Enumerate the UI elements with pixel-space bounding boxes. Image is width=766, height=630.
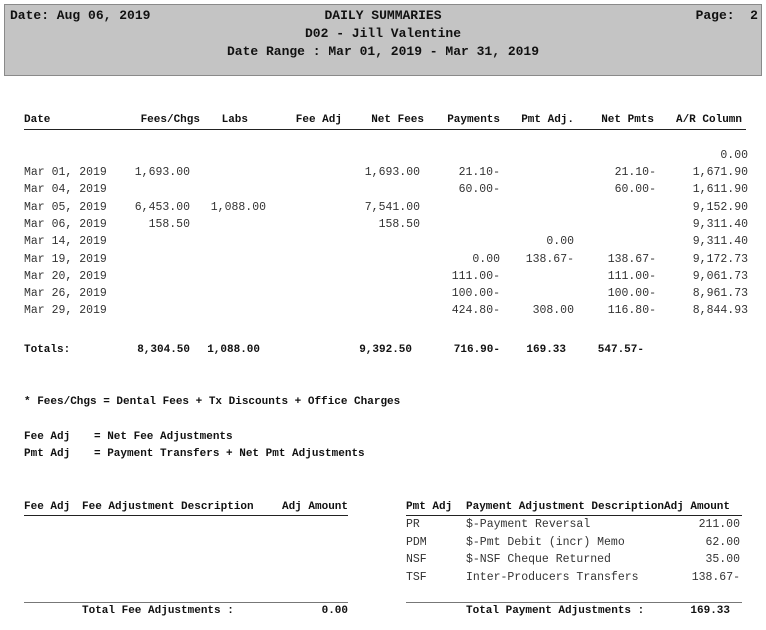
total-net-fees: 9,392.50 — [359, 344, 412, 356]
cell-payments: 21.10- — [458, 166, 500, 179]
cell-fees-chgs: 158.50 — [148, 217, 190, 231]
col-payments: Payments — [447, 114, 500, 126]
cell-ar: 8,844.93 — [692, 304, 748, 318]
pmt-adj-desc: Inter-Producers Transfers — [466, 570, 639, 584]
pmt-adj-desc: $-Pmt Debit (incr) Memo — [466, 535, 625, 549]
pmt-adj-header-rule — [406, 515, 742, 516]
col-date: Date — [24, 114, 51, 126]
cell-ar: 9,061.73 — [692, 269, 748, 283]
cell-ar: 9,152.90 — [692, 200, 748, 214]
cell-pmt-adj: 0.00 — [546, 235, 574, 249]
page-number: Page: 2 — [695, 8, 758, 23]
cell-payments: 424.80- — [451, 304, 500, 318]
pmt-adj-amount: 62.00 — [705, 535, 740, 549]
cell-ar: 1,671.90 — [692, 166, 748, 179]
pmt-adj-total-label: Total Payment Adjustments : — [466, 605, 645, 617]
cell-date: Mar 20, 2019 — [24, 269, 107, 283]
note-pmt-adj-label: Pmt Adj — [24, 448, 71, 460]
total-net-pmts: 547.57- — [597, 344, 644, 356]
cell-date: Mar 14, 2019 — [24, 235, 107, 249]
cell-net-pmts: 60.00- — [614, 183, 656, 197]
cell-date: Mar 06, 2019 — [24, 217, 107, 231]
cell-date: Mar 29, 2019 — [24, 304, 107, 318]
cell-payments: 111.00- — [451, 269, 500, 283]
cell-net-pmts: 138.67- — [607, 252, 656, 266]
pmt-adj-total-rule — [406, 602, 742, 603]
pmt-adj-code: PR — [406, 518, 420, 531]
fee-adj-total-value: 0.00 — [321, 605, 348, 617]
date-range: Date Range : Mar 01, 2019 - Mar 31, 2019 — [226, 44, 540, 59]
cell-net-fees: 7,541.00 — [364, 200, 420, 214]
cell-payments: 0.00 — [472, 252, 500, 266]
pmt-adj-code: NSF — [406, 553, 427, 566]
cell-date: Mar 19, 2019 — [24, 252, 107, 266]
cell-net-pmts: 21.10- — [614, 166, 656, 179]
cell-ar: 1,611.90 — [692, 183, 748, 197]
cell-ar: 9,311.40 — [692, 235, 748, 249]
total-labs: 1,088.00 — [207, 344, 260, 356]
fee-adj-col-desc: Fee Adjustment Description — [82, 501, 254, 513]
total-pmt-adj: 169.33 — [526, 344, 566, 356]
cell-ar: 9,172.73 — [692, 252, 748, 266]
cell-net-fees: 158.50 — [378, 217, 420, 231]
fee-adj-col-code: Fee Adj — [24, 501, 71, 513]
col-fee-adj: Fee Adj — [295, 114, 342, 126]
pmt-adj-amount: 35.00 — [705, 553, 740, 566]
report-title: DAILY SUMMARIES — [324, 8, 442, 23]
cell-net-pmts: 100.00- — [607, 287, 656, 301]
cell-ar: 8,961.73 — [692, 287, 748, 301]
totals-label: Totals: — [24, 344, 71, 356]
pmt-adj-amount: 211.00 — [698, 518, 740, 531]
pmt-adj-code: TSF — [406, 570, 427, 584]
fee-adj-total-rule — [24, 602, 348, 603]
pmt-adj-desc: $-Payment Reversal — [466, 518, 591, 531]
note-pmt-adj-def: = Payment Transfers + Net Pmt Adjustments — [94, 448, 365, 460]
col-net-pmts: Net Pmts — [601, 114, 654, 126]
note-fees-chgs: * Fees/Chgs = Dental Fees + Tx Discounts + Office Charges — [24, 396, 401, 408]
cell-date: Mar 05, 2019 — [24, 200, 107, 214]
cell-date: Mar 26, 2019 — [24, 287, 107, 301]
col-fees-chgs: Fees/Chgs — [140, 114, 200, 126]
fee-adj-col-amount: Adj Amount — [281, 501, 348, 513]
pmt-adj-code: PDM — [406, 535, 427, 549]
note-fee-adj-label: Fee Adj — [24, 431, 71, 443]
pmt-adj-amount: 138.67- — [691, 570, 740, 584]
cell-net-pmts: 116.80- — [607, 304, 656, 318]
provider-name: D02 - Jill Valentine — [304, 26, 462, 41]
cell-labs: 1,088.00 — [210, 200, 266, 214]
col-labs: Labs — [221, 114, 248, 126]
header-rule — [24, 129, 746, 130]
report-date: Date: Aug 06, 2019 — [10, 8, 151, 23]
opening-balance: 0.00 — [720, 149, 748, 162]
pmt-adj-col-desc: Payment Adjustment Description — [466, 501, 665, 513]
pmt-adj-col-amount: Adj Amount — [663, 501, 730, 513]
cell-ar: 9,311.40 — [692, 217, 748, 231]
cell-date: Mar 04, 2019 — [24, 183, 107, 197]
pmt-adj-desc: $-NSF Cheque Returned — [466, 553, 611, 566]
cell-pmt-adj: 138.67- — [525, 252, 574, 266]
fee-adj-total-label: Total Fee Adjustments : — [82, 605, 234, 617]
cell-payments: 100.00- — [451, 287, 500, 301]
pmt-adj-total-value: 169.33 — [690, 605, 730, 617]
cell-pmt-adj: 308.00 — [532, 304, 574, 318]
total-payments: 716.90- — [453, 344, 500, 356]
cell-fees-chgs: 1,693.00 — [134, 166, 190, 179]
fee-adj-header-rule — [24, 515, 348, 516]
cell-net-fees: 1,693.00 — [364, 166, 420, 179]
cell-payments: 60.00- — [458, 183, 500, 197]
total-fees-chgs: 8,304.50 — [137, 344, 190, 356]
col-ar: A/R Column — [675, 114, 742, 126]
pmt-adj-col-code: Pmt Adj — [406, 501, 453, 513]
cell-net-pmts: 111.00- — [607, 269, 656, 283]
cell-fees-chgs: 6,453.00 — [134, 200, 190, 214]
col-pmt-adj: Pmt Adj. — [521, 114, 574, 126]
cell-date: Mar 01, 2019 — [24, 166, 107, 179]
note-fee-adj-def: = Net Fee Adjustments — [94, 431, 233, 443]
col-net-fees: Net Fees — [371, 114, 424, 126]
